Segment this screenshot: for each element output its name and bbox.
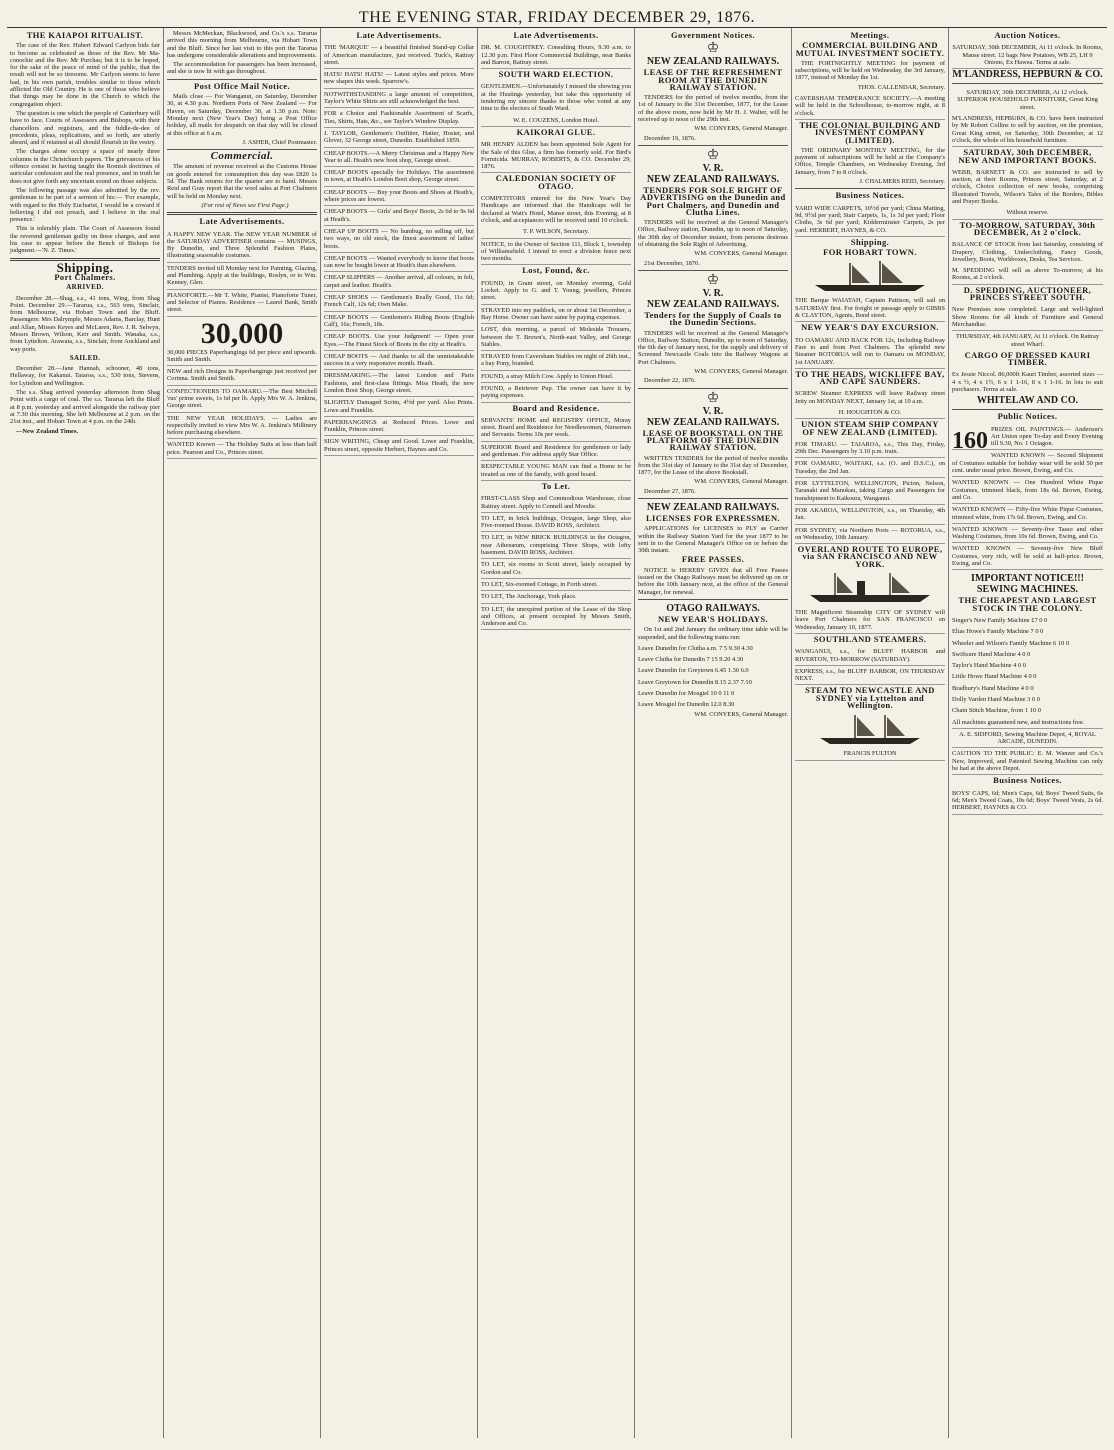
notice-text: NOTICE, to the Owner of Section 111, Block 1, township of Williamsfield. I intend to erect a division fence next two months. (481, 239, 631, 266)
machine-row: Elias Howe's Family Machine 7 0 0 (952, 628, 1044, 636)
commercial-heading: Commercial. (210, 150, 274, 163)
railways-heading: NEW ZEALAND RAILWAYS. (646, 56, 780, 68)
ad-block: TENDERS invited till Monday next for Painting, Glazing, and Plumbing. Apply at the buildings, Roslyn, or to Wm. Kenney, Glen. (167, 263, 317, 290)
ad-block: FOR a Choice and Fashionable Assortment of Scarfs, Ties, Shirts, Hats, &c., see Taylor's Window Display. (324, 108, 474, 128)
southland-ad: WANGANUI, s.s., for BLUFF HARBOR and RIVERTON, TO-MORROW (SATURDAY). (795, 646, 945, 666)
ad-block: DRESSMAKING.—The latest London and Paris Fashions, and first-class fittings. Miss Heath, the new London Boot Shop, George street. (324, 370, 474, 397)
auction-ad: WEBB, BARNETT & CO. are instructed to sell by auction, at their Rooms, Princes street, Saturday, at 2 o'clock, Choice collection of new books, comprising Illustrated Travels, Wilson's Tales of the Borders, Bibles and Prayer Books. (952, 168, 1103, 206)
to-let-item: TO LET, The Anchorage, York place. (481, 591, 631, 603)
notice-date: 21st December, 1876. (644, 259, 700, 267)
machine-row: Dolly Varden Hand Machine 3 0 0 (952, 696, 1040, 703)
shipping-heading: Shipping. (56, 259, 114, 275)
lost-item: STRAYED into my paddock, on or about 1st December, a Bay Horse. Owner can have same by paying expenses. (481, 305, 631, 325)
heads-sign: H. HOUGHTON & CO. (795, 407, 945, 419)
union-item: FOR TIMARU. — TAIAROA, s.s., This Day, Friday, 29th Dec. Passengers by 3.10 p.m. train. (795, 439, 945, 459)
crown-emblem-icon: ♔ (706, 147, 720, 163)
news-paragraph: Messrs McMeckan, Blackwood, and Co.'s s.s. Tararua arrived this morning from Melbourne, via Hobart Town and the Bluff. Since her last visit to this port the Tararua has undergone considerable alterations and improvements. (167, 30, 317, 59)
big-number: 30,000 (200, 316, 284, 350)
ad-block: WANTED Known — The Holiday Suits at less than half price. Pearson and Co., Princes street. (167, 439, 317, 459)
meeting-title: THE COLONIAL BUILDING AND INVESTMENT COMPANY (LIMITED). (799, 119, 941, 145)
ad-block: SIGN WRITING, Cheap and Good. Lowe and Franklin, Princes street, opposite Herbert, Haynes and Co. (324, 436, 474, 456)
sidford-ad: A. E. SIDFORD, Sewing Machine Depot, 4, ROYAL ARCADE, DUNEDIN. (952, 729, 1103, 749)
union-item: FOR LYTTELTON, WELLINGTON, Picton, Nelson, Taranaki and Manukau, taking Cargo and Passengers for transhipment to Kaikoura, Wanganui. (795, 478, 945, 505)
post-office-sign: J. ASHER, Chief Postmaster. (242, 138, 317, 146)
prize-number: 160 (952, 427, 988, 454)
election-sign: W. E. COUZENS, London Hotel. (481, 115, 631, 127)
ad-block: PIANOFORTE.—Mr T. White, Pianist, Pianoforte Tuner, and Selector of Pianos. Residence — Laurel Bank, Smith street. (167, 290, 317, 317)
southland-heading: SOUTHLAND STEAMERS. (813, 633, 927, 644)
timetable-row: Leave Clutha for Dunedin 7 15 9.20 4.30 (638, 656, 744, 664)
column-4 (478, 28, 635, 1438)
railways-heading: NEW ZEALAND RAILWAYS. (646, 501, 780, 513)
prize-ad (952, 424, 1103, 454)
shipping-heading: Shipping. (850, 236, 890, 247)
column-7 (949, 28, 1106, 1438)
machine-row: Wheeler and Wilson's Family Machine 6 10 0 (952, 639, 1070, 647)
further-news-note: (For rest of News see First Page.) (201, 201, 289, 209)
machine-row: Taylor's Hand Machine 4 0 0 (952, 662, 1027, 670)
ad-block: J. TAYLOR, Gentlemen's Outfitter, Hatter, Hosier, and Glover, 32 George street, Dunedin. Established 1859. (324, 128, 474, 148)
notice-text: APPLICATIONS for LICENSES to PLY as Carrier within the Railway Station Yard for the year 1877 to be sent in to the General Manager's Office on or before the 30th instant. (638, 525, 788, 555)
ad-block: SLIGHTLY Damaged Scrim, 4½d per yard. Also Prints. Lowe and Franklin. (324, 397, 474, 417)
election-text: GENTLEMEN.—Unfortunately I missed the showing you at the Hustings yesterday, but take this opportunity of tendering my sincere thanks to those who voted at any time to the electors of South Ward. (481, 83, 631, 113)
notice-sign: WM. CONYERS, General Manager. (694, 368, 788, 376)
newcastle-heading: STEAM TO NEWCASTLE AND SYDNEY via Lyttelton and Wellington. (805, 685, 935, 710)
hobart-heading: FOR HOBART TOWN. (823, 247, 917, 258)
lost-item: FOUND, a Retriever Pup. The owner can have it by paying expenses. (481, 383, 631, 403)
sewing-heading: SEWING MACHINES. (976, 584, 1079, 596)
auctioneer-heading: D. SPEDDING, AUCTIONEER, PRINCES STREET SOUTH. (963, 284, 1092, 303)
ad-block: CONFECTIONERS TO OAMARU.—The Best Mitchell 'rus' prime sweets, 1s 6d per lb. Apply Mrs W. A. Jenkins, George street. (167, 386, 317, 413)
meeting-sign: THOS. CALLENDAR, Secretary. (857, 83, 945, 91)
machine-row: Singer's New Family Machine £7 0 0 (952, 616, 1048, 624)
notice-text: TENDERS for the period of twelve months, from the 1st of January to the 31st December, 1877, for the Lease of the above room, now held by Mr H. J. Walter, will be received up to noon of the 29th inst. (638, 94, 788, 124)
column-1 (7, 28, 164, 1438)
meetings-heading: Meetings. (850, 30, 890, 40)
business-heading: Business Notices. (835, 190, 905, 201)
port-heading: Port Chalmers. (54, 271, 116, 282)
holidays-text: On 1st and 2nd January the ordinary time table will be suspended, and the following trains run: (638, 626, 788, 641)
column-3 (321, 28, 478, 1438)
railways-heading: NEW ZEALAND RAILWAYS. (646, 416, 780, 428)
article-paragraph: The question is one which the people of Canterbury will have to face. Courts of Assessors and Bishops, with their chancellors and registrars, and the fiddle-de-dee of precedents, pleas, replications, and so forth, are utterly absurd, and if retained at all should flourish in the vestry. (10, 109, 160, 147)
machine-row: Swiftsure Hand Machine 4 0 0 (952, 650, 1031, 658)
boys-caps-ad: BOYS' CAPS, 6d; Men's Caps, 6d; Boys' Tweed Suits, 6s 6d; Men's Tweed Coats, 10s 6d; Boys' Tweed Vests, 2s 6d. HERBERT, HAYNES & CO. (952, 788, 1103, 815)
vr-mark: V. R. (702, 162, 724, 174)
meeting-text: THE ORDINARY MONTHLY MEETING, for the payment of subscriptions will be held at the Company's Office, Temple Chambers, on Wednesday Evening, 3rd January, from 7 to 8 o'clock. (795, 146, 945, 176)
ad-block: CHEAP BOOTS — Girls' and Boys' Boots, 2s 6d to 9s 6d at Heath's. (324, 206, 474, 226)
notice-sign: WM. CONYERS, General Manager. (694, 478, 788, 486)
election-heading: SOUTH WARD ELECTION. (498, 69, 614, 80)
lost-item: LOST, this morning, a parcel of Molesida Trousers, between the T. Brown's, North-east Valley, and George Stables. (481, 324, 631, 351)
hobart-ad: THE Barque WAIATAH, Captain Pattison, will sail on SATURDAY first. For freight or passage apply to GIBBS & CLAYTON, Agents, Bond street. (795, 295, 945, 322)
meeting-text: THE FORTNIGHTLY MEETING for payment of subscriptions, will be held on Wednesday, the 3rd January, 1877, instead of Monday the 1st. (795, 59, 945, 82)
steamship-icon (795, 571, 945, 605)
business-heading: Business Notices. (993, 775, 1062, 786)
article-paragraph: The case of the Rev. Hubert Edward Carlyon bids fair to become as celebrated as those of the Rev. Mr Ma-conochie and the Rev. Mr Purchas; but it is to be hoped, for the sake of the peace of mind of the public, that the result will not be so tiresome. Mr Carlyon seems to have had, in his own parish, troubles similar to those which afflicted the Old Country. He is one of those who believe that things may be done in the Church to which the congregation object. (10, 42, 160, 108)
to-let-item: TO LET, in NEW BRICK BUILDINGS in the Octagon, near Athenæum, comprising Three Shops, with lofty basement. DAVID ROSS, Architect. (481, 532, 631, 559)
notice-date: December 19, 1876. (644, 134, 696, 142)
machine-row: Bradbury's Hand Machine 4 0 0 (952, 684, 1034, 692)
news-paragraph: The accommodation for passengers has been increased, and she is now lit with gas throughout. (167, 61, 317, 76)
lost-found-heading: Lost, Found, &c. (522, 265, 590, 276)
meeting-text: CAVERSHAM TEMPERANCE SOCIETY.—A meeting will be held in the Schoolhouse, to-morrow night, at 8 o'clock. (795, 93, 945, 120)
auction-ad: SATURDAY, 30th DECEMBER, At 11 o'clock. In Rooms, Manse street. 12 bags New Potatoes, WB 25, LH 9 Onions, Ex Hawea. Terms at sale. (952, 42, 1103, 69)
timetable-row: Leave Dunedin for Clutha a.m. 7 5 9.30 4.30 (638, 644, 753, 652)
article-title: THE KAIAPOI RITUALIST. (26, 30, 144, 40)
columns (7, 28, 1107, 1438)
guarantee-text: All machines guaranteed new, and instructions free. (952, 717, 1103, 729)
notice-sign: WM. CONYERS, General Manager. (694, 250, 788, 258)
ad-block: THE 'MARQUE' — a beautiful finished Stand-up Collar of American manufacture, just received. Tuck's, Rattray street. (324, 42, 474, 69)
to-let-heading: To Let. (541, 480, 571, 491)
post-office-heading: Post Office Mail Notice. (194, 80, 290, 91)
railways-heading: NEW ZEALAND RAILWAYS. (646, 298, 780, 310)
auction-title: THURSDAY, 4th JANUARY, At 11 o'clock. On Rattray street Wharf. (955, 333, 1100, 348)
business-ad: YARD WIDE CARPETS, 10½d per yard; China Matting, 9d, 9½d per yard; Stair Carpets, 1s, 1s 3d per yard; Floor Cloths, 3s 6d per yard; Kidderminster Carpets, 2s per yard. HERBERT, HAYNES, & CO. (795, 203, 945, 237)
ad-block: THE NEW YEAR HOLIDAYS. — Ladies are respectfully invited to view Mrs W. A. Jenkins's Millinery before purchasing elsewhere. (167, 413, 317, 440)
meeting-title: COMMERCIAL BUILDING AND MUTUAL INVESTMENT SOCIETY. (795, 40, 945, 58)
commercial-text: The amount of revenue received at the Customs House on goods entered for consumption this day was £820 1s 5d. The Bank returns for the quarter are to hand. Messrs Reid and Gray report that the wool sales at Port Chalmers will be held on Monday next. (167, 163, 317, 200)
ad-block: CHEAP BOOTS — Wanted everybody to know that boots can now be bought lower at Heath's than elsewhere. (324, 253, 474, 273)
article-paragraph: This is tolerably plain. The Court of Assessors found the reverend gentleman guilty on these charges, and sent his case to appear before the Bench of Bishops for judgment.—'N. Z. Times.' (10, 225, 160, 255)
lost-item: STRAYED from Caversham Stables on night of 26th inst., a bay Pony, branded. (481, 351, 631, 371)
notice-date: December 22, 1876. (644, 377, 696, 385)
board-heading: Board and Residence. (512, 402, 600, 413)
notice-title: FREE PASSES. (681, 554, 745, 565)
notice-text: TENDERS will be received at the General Manager's Office, Railway Station, Dunedin, up to noon of Saturday, the 6th day of January next, for the supply and delivery of Screened Newcastle Coals into the Railway Wagons at Port Chalmers. (638, 329, 788, 366)
railways-heading: NEW ZEALAND RAILWAYS. (646, 173, 780, 185)
notice-title: Tenders for the Supply of Coals to the Dunedin Sections. (644, 309, 782, 328)
ad-block: A HAPPY NEW YEAR. The NEW YEAR NUMBER of the SATURDAY ADVERTISER contains — MUSINGS, By Dunedin, and Three Splendid Fashion Plates, illustrating seasonable costumes. (167, 229, 317, 263)
ad-block: CHEAP BOOTS — Gentlemen's Riding Boots (English Calf), 16s; French, 18s. (324, 312, 474, 332)
heads-heading: TO THE HEADS, WICKLIFFE BAY, AND CAPE SAUNDERS. (795, 368, 945, 387)
heads-ad: SCREW Steamer EXPRESS will leave Railway street Jetty on MONDAY NEXT, January 1st, at 10 a.m. (795, 390, 945, 405)
machine-row: Chain Stitch Machine, from 1 10 0 (952, 707, 1041, 715)
article-paragraph: The charges alone occupy a space of nearly three columns in the Christchurch papers. The grievances of his offence consist in having taught the Romish doctrines of auricular confession and the real presence, and in truth he does not give forth any uncertain sound on those subjects. (10, 148, 160, 185)
sailings-text: December 28.—Jane Hannah, schooner, 48 tons, Hellaway, for Kakanui. Taiaroa, s.s., 530 tons, Stevens, for Lyttelton and Wellington. (10, 365, 160, 387)
paperhanging-ad (167, 317, 317, 367)
to-let-item: TO LET, in brick buildings, Octagon, large Shop, also Five-roomed House. DAVID ROSS, Architect. (481, 513, 631, 533)
cheapest-heading: THE CHEAPEST AND LARGEST STOCK IN THE COLONY. (958, 595, 1097, 613)
wanted-ad: WANTED KNOWN — Seventy-five New Bluff Costumes, very rich, will be sold at half-price. Brown, Ewing, and Co. (952, 543, 1103, 570)
prize-text: PRIZES OIL PAINTINGS.— Anderson's Art Union open To-day and Every Evening till 9.30, No. 1 Octagon. (991, 425, 1103, 448)
column-2 (164, 28, 321, 1438)
kauri-heading: CARGO OF DRESSED KAURI TIMBER. (964, 349, 1091, 368)
notice-text: WRITTEN TENDERS for the period of twelve months from the 31st day of January to the 31st day of December, 1877, for the Lease of the above Bookstall. (638, 454, 788, 477)
caledonian-text: COMPETITORS entered for the New Year's Day Handicaps are informed that the Handicaps will be declared at Watt's Hotel, Manse street, this Evening, at 8 o'clock, and acceptances will be received until 10 o'clock. (481, 195, 631, 224)
ad-block: CHEAP SHOES — Gentlemen's Really Good, 11s 6d; French Calf, 12s 6d; Own Make. (324, 292, 474, 312)
spedding-ad: M. SPEDDING will sell as above To-morrow, at his Rooms, at 2 o'clock. (952, 265, 1103, 285)
ad-block: NOTWITHSTANDING a large amount of competition, Taylor's White Shirts are still acknowledged the best. (324, 89, 474, 109)
board-item: RESPECTABLE YOUNG MAN can find a Home to be treated as one of the family, with good board. (481, 461, 631, 481)
to-let-item: TO LET, the unexpired portion of the Lease of the Shop and Offices, at present occupied by Messrs Smith, Anderson and Co. (481, 604, 631, 631)
timetable-row: Leave Mosgiel for Dunedin 12.0 8.30 (638, 701, 735, 709)
crown-emblem-icon: ♔ (706, 272, 720, 288)
vr-mark: V. R. (702, 287, 724, 299)
ad-block: CHEAP BOOTS — Buy your Boots and Shoes at Heath's, where prices are lowest. (324, 187, 474, 207)
shipping-note: The s.s. Shag arrived yesterday afternoon from Shag Point with a cargo of coal. The s.s. Tararua left the Bluff at 8 p.m. yesterday and arrived alongside the railway pier at 7.30 this morning. She left Melbourne at 2 p.m. on the 21st inst., and Hobart Town at 4 p.m. on the 24th. (10, 389, 160, 426)
to-let-item: FIRST-CLASS Shop and Commodious Warehouse, close Rattray street. Apply to Connell and Moodie. (481, 493, 631, 513)
notice-sign: WM. CONYERS, General Manager. (694, 710, 788, 718)
notice-title: LEASE OF BOOKSTALL ON THE PLATFORM OF THE DUNEDIN RAILWAY STATION. (642, 427, 784, 453)
premises-ad: New Premises now completed. Large and well-lighted Show Rooms for all kinds of Furniture and General Merchandise. (952, 304, 1103, 331)
ship-icon (795, 259, 945, 293)
notice-title: LICENSES FOR EXPRESSMEN. (645, 512, 781, 523)
late-ads-heading: Late Advertisements. (513, 30, 599, 40)
ship-icon (795, 712, 945, 746)
otago-railways-heading: OTAGO RAILWAYS. (666, 602, 760, 614)
excursion-heading: NEW YEAR'S DAY EXCURSION. (801, 322, 939, 333)
public-notices-heading: Public Notices. (997, 411, 1058, 422)
arrivals-text: December 28.—Shag, s.s., 41 tons, Wing, from Shag Point. December 29.—Tararua, s.s., 563 tons, Sinclair, from Melbourne, via Hobart Town and the Bluff. Passengers: Mrs Dalrymple, Messrs Adams, Barclay, Hunt and Allan, Misses Keyes and McLaren, Rev. J. R. Selwyn, Messrs Brown, Wilson, Kerr and Smith. Wanaka, s.s., from Lyttelton. Arawata, s.s., Sinclair, from Auckland and way ports. (10, 294, 160, 353)
ad-text: 30,000 PIECES Paperhangings 6d per piece and upwards. Smith and Smith. (167, 348, 317, 363)
auction-title: SATURDAY, 30th DECEMBER, NEW AND IMPORTANT BOOKS. (958, 147, 1097, 165)
notice-text: TENDERS will be received at the General Manager's Office, Railway station, Dunedin, up to noon of Saturday, the 30th day of December instant, from persons desirous of obtaining the Sole Right of Advertising. (638, 219, 788, 249)
machine-row: Little Howe Hand Machine 4 0 0 (952, 673, 1037, 681)
kauri-ad: Ex Jessie Niccol. 86,000ft Kauri Timber, assorted sizes — 4 x ½, 4 x 1½, 6 x 1 1-16, 8 x 1 1-16. In lots to suit purchasers. Terms at sale. (952, 371, 1103, 393)
wanted-ad: WANTED KNOWN — Seventy-five Tasso and other Washing Costumes, from 10s 6d. Brown, Ewing, and Co. (952, 524, 1103, 544)
ad-block: PAPERHANGINGS at Reduced Prices. Lowe and Franklin, Princes street. (324, 417, 474, 437)
important-heading: IMPORTANT NOTICE!!! (971, 573, 1084, 585)
holidays-heading: NEW YEAR'S HOLIDAYS. (658, 613, 768, 624)
notice-date: December 27, 1876. (644, 487, 696, 495)
column-6 (792, 28, 949, 1438)
coughtrey-ad: DR. M. COUGHTREY. Consulting Hours, 9.30 a.m. to 12.30 p.m. First Floor Commercial Buildings, near Banks and Barron, Rattray street. (481, 42, 631, 69)
union-item: FOR OAMARU, WAITAKI, s.s. (O. and D.S.C.), on Tuesday, the 2nd Jan. (795, 458, 945, 478)
glue-text: MR HENRY ALDEN has been appointed Sole Agent for the Sale of this Glue, a firm has formerly sold. For Bird's Formicida. MURRAY, ROBERTS, & CO. December 29, 1876. (481, 139, 631, 173)
auctioneer-name: WHITELAW AND CO. (976, 395, 1079, 407)
ad-block: CHEAP BOOTS — And thanks to all the unmistakeable success in a very responsive month. Heath. (324, 351, 474, 371)
union-item: FOR SYDNEY, via Northern Ports — ROTORUA, s.s., on Wednesday, 10th January. (795, 525, 945, 545)
auction-sign: Without reserve. (952, 207, 1103, 219)
auction-ad: M'LANDRESS, HEPBURN, & CO. have been instructed by Mr Robert Collins to sell by auction, on the premises, Great King street, on Saturday, 30th December, at 12 o'clock, the whole of his household furniture. (952, 113, 1103, 147)
crown-emblem-icon: ♔ (706, 390, 720, 406)
notice-title: LEASE OF THE REFRESHMENT ROOM AT THE DUNEDIN RAILWAY STATION. (643, 67, 783, 92)
ad-block: CHEAP SLIPPERS — Another arrival, all colours, in felt, carpet and leather. Heath's. (324, 272, 474, 292)
auction-heading: Auction Notices. (994, 30, 1061, 40)
to-let-item: TO LET, six rooms in Scott street, lately occupied by Gordon and Co. (481, 559, 631, 579)
timetable-row: Leave Dunedin for Greytown 6.45 1.30 6.0 (638, 667, 749, 675)
vr-mark: V. R. (702, 405, 724, 417)
newspaper-page (7, 5, 1107, 1440)
excursion-ad: TO OAMARU AND BACK FOR 12s, Including Railway Fare to and from Port Chalmers. The splendid new Steamer ROTORUA will run to Oamaru on MONDAY, 1st JANUARY. (795, 335, 945, 369)
late-ads-heading: Late Advertisements. (199, 216, 285, 227)
auctioneer-name: M'LANDRESS, HEPBURN & CO. (952, 69, 1103, 81)
ad-block: CHEAP BOOTS. Use your Judgment! — Open your Eyes.—The Finest Stock of Boots in the city at Heath's. (324, 331, 474, 351)
timetable-row: Leave Dunedin for Mosgiel 10 0 11 0 (638, 690, 735, 698)
caledonian-sign: T. P. WILSON, Secretary. (481, 226, 631, 238)
masthead: THE EVENING STAR, FRIDAY DECEMBER 29, 1876. (7, 5, 1107, 28)
union-item: FOR AKAROA, WELLINGTON, s.s., on Thursday, 4th Jan. (795, 505, 945, 525)
timetable-row: Leave Greytown for Dunedin 8.15 2.37 7.10 (638, 678, 752, 686)
shipping-footer: —New Zealand Times. (16, 427, 79, 435)
post-office-text: Mails close — For Wanganui, on Saturday, December 30, at 4.30 p.m. Northern Ports of New Zealand — For Haven, on Saturday, December 30, at 1.30 p.m. Note: Monday next (New Year's Day) being a Post Office holiday, all mails for despatch on that day will be closed at this office at 6 a.m. (167, 93, 317, 137)
southland-ad: EXPRESS, s.s., for BLUFF HARBOR, ON THURSDAY NEXT. (795, 666, 945, 686)
lost-item: FOUND, in Grant street, on Monday evening, Gold Locket. Apply to G. and T. Young, jewellers, Princes street. (481, 278, 631, 305)
board-item: SUPERIOR Board and Residence for gentlemen or lady and gentleman. For address apply Star Office. (481, 442, 631, 462)
wanted-ad: WANTED KNOWN — One Hundred White Pique Costumes, trimmed black, from 18s 6d. Brown, Ewing, and Co. (952, 477, 1103, 504)
overland-heading: OVERLAND ROUTE TO EUROPE, via SAN FRANCISCO AND NEW YORK. (797, 544, 943, 569)
ad-block: CHEAP BOOTS specially for Holidays. The assortment in town, at Heath's London Boot shop, George street. (324, 167, 474, 187)
sailed-label: SAILED. (69, 353, 101, 362)
notice-title: TENDERS FOR SOLE RIGHT OF ADVERTISING on the Dunedin and Port Chalmers, and Dunedin and Clutha Lines. (640, 184, 786, 217)
crown-emblem-icon: ♔ (706, 41, 720, 57)
lost-item: FOUND, a stray Milch Cow. Apply to Union Hotel. (481, 371, 631, 383)
notice-text: NOTICE is HEREBY GIVEN that all Free Passes issued on the Otago Railways must be delivered up on or before the 10th January next, at the office of the General Manager, for renewal. (638, 566, 788, 596)
ad-block: CHEAP UP BOOTS — No humbug, no selling off, but two ways, no old stock, the finest assortment of ladies' boots. (324, 226, 474, 253)
caution-ad: CAUTION TO THE PUBLIC: E. M. Wanzer and Co.'s New, Improved, and Patented Sewing Machine can only be had at the above Depot. (952, 748, 1103, 775)
notice-sign: WM. CONYERS, General Manager. (694, 125, 788, 133)
wanted-ad: WANTED KNOWN — Fifty-five White Pique Costumes, trimmed white, from 17s 6d. Brown, Ewing, and Co. (952, 504, 1103, 524)
meeting-sign: J. CHALMERS REID, Secretary. (859, 178, 945, 186)
late-ads-heading: Late Advertisements. (356, 30, 442, 40)
ad-block: HATS! HATS! HATS! — Latest styles and prices. More new shapes this week. Sparrow's. (324, 69, 474, 89)
ad-block: CHEAP BOOTS.—A Merry Christmas and a Happy New Year to all. Heath's new boot shop, George street. (324, 148, 474, 168)
column-5 (635, 28, 792, 1438)
auction-title: SATURDAY, 30th DECEMBER, At 12 o'clock. SUPERIOR HOUSEHOLD FURNITURE, Great King street. (957, 89, 1098, 111)
article-paragraph: The following passage was also admitted by the rev. gentleman to be part of a sermon of his:— 'For example, with regard to the Holy Eucharist, I would be a coward if believing I did not preach, and I believe in the real presence.' (10, 186, 160, 224)
ad-block: NEW and rich Designs in Paperhangings just received per Corinna. Smith and Smith. (167, 366, 317, 386)
union-heading: UNION STEAM SHIP COMPANY OF NEW ZEALAND (LIMITED). (801, 419, 939, 437)
caledonian-heading: CALEDONIAN SOCIETY OF OTAGO. (495, 173, 617, 191)
auction-title: TO-MORROW, SATURDAY, 30th DECEMBER, At 2 o'clock. (959, 219, 1096, 237)
to-let-item: TO LET, Six-roomed Cottage, in Forth street. (481, 579, 631, 591)
government-heading: Government Notices. (670, 30, 756, 40)
fulton-sign: FRANCIS FULTON (795, 748, 945, 760)
wanted-ad: WANTED KNOWN — Second Shipment of Costumes suitable for holiday wear will be sold 50 per cent. under usual price. Brown, Ewing, and Co. (952, 450, 1103, 477)
auction-ad: BALANCE OF STOCK from last Saturday, consisting of Drapery, Clothing, Underclothing, Fancy Goods, Jewellery, Boots, Workboxes, Desks, Tea Services. (952, 241, 1103, 263)
city-ad: THE Magnificent Steamship CITY OF SYDNEY will leave Port Chalmers for SAN FRANCISCO on Wednesday, January 10, 1877. (795, 607, 945, 634)
arrived-label: ARRIVED. (66, 283, 104, 292)
board-item: SERVANTS' HOME and REGISTRY OFFICE, Moray street. Board and Residence for Needlewomen, Nursemen and Servants. Terms 10s per week. (481, 415, 631, 442)
glue-heading: KAIKORAI GLUE. (516, 126, 596, 137)
